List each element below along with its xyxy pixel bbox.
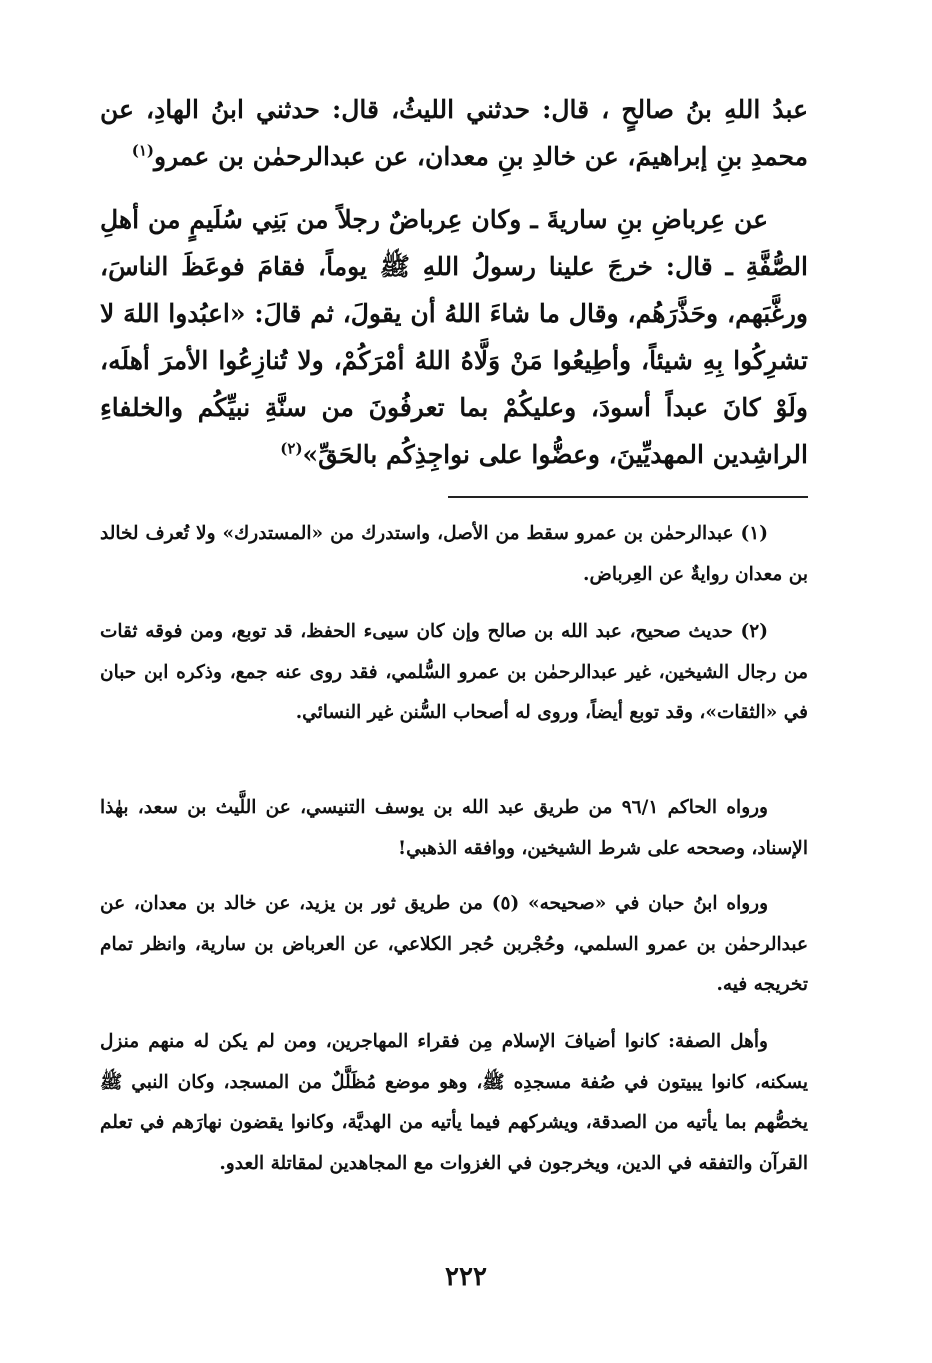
footnote-marker-1: (١) xyxy=(131,141,155,160)
footnote-2-ibn-hibban: ورواه ابنُ حبان في «صحيحه» (٥) من طريق ثور بن يزيد، عن خالد بن معدان، عن عبدالرحمٰن بن عمرو السلمي، وحُجْربن حُجر الكلاعي، عن العرباض بن سارية، وانظر تمام تخريجه فيه. xyxy=(100,893,808,995)
hadith-text: عن عِرباضِ بنِ ساريةَ ـ وكان عِرباضٌ رجلاً من بَنِي سُلَيمٍ من أهلِ الصُّفَّةِ ـ قال: خرجَ علينا رسولُ اللهِ ﷺ يوماً، فقامَ فوعَظَ الناسَ، ورغَّبَهم، وحَذَّرَهُم، وقال ما شاءَ اللهُ أن يقولَ، ثم قالَ: «اعبُدوا اللهَ لا تشرِكُوا بِهِ شيئاً، وأطِيعُوا مَنْ وَلَّاهُ اللهُ أمْرَكُمْ، ولا تُنازِعُوا الأمرَ أهلَه، ولَوْ كانَ عبداً أسودَ، وعليكُمْ بما تعرفُونَ من سنَّةِ نبيِّكُم والخلفاءِ الراشِدين المهديِّينَ، وعضُّوا على نواجِذِكُم بالحَقِّ» xyxy=(100,205,808,469)
footnote-2-ahl-al-suffa: وأهل الصفة: كانوا أضيافَ الإسلام مِن فقراء المهاجرين، ومن لم يكن له منهم منزل يسكنه، كانوا يبيتون في صُفة مسجدِه ﷺ، وهو موضع مُظَلَّلٌ من المسجد، وكان النبي ﷺ يخصُّهم بما يأتيه من الصدقة، ويشركهم فيما يأتيه من الهديَّة، وكانوا يقضون نهارَهم في تعلم القرآن والتفقه في الدين، ويخرجون في الغزوات مع المجاهدين لمقاتلة العدو. xyxy=(100,1031,808,1174)
footnote-2-hakim: ورواه الحاكم ٩٦/١ من طريق عبد الله بن يوسف التنيسي، عن اللَّيث بن سعد، بهٰذا الإسناد، وصححه على شرط الشيخين، ووافقه الذهبي! xyxy=(100,797,808,859)
footnote-1: (١) عبدالرحمٰن بن عمرو سقط من الأصل، واستدرك من «المستدرك» ولا تُعرف لخالد بن معدان روايةٌ عن العِرباض. xyxy=(100,523,808,585)
isnad-text: عبدُ اللهِ بنُ صالحٍ ، قال: حدثني الليثُ، قال: حدثني ابنُ الهادِ، عن محمدِ بنِ إبراهيمَ، عن خالدِ بنِ معدان، عن عبدالرحمٰن بن عمرو xyxy=(100,95,808,171)
footnote-2: (٢) حديث صحيح، عبد الله بن صالح وإن كان سيىء الحفظ، قد توبع، ومن فوقه ثقات من رجال الشيخين، غير عبدالرحمٰن بن عمرو السُّلمي، فقد روى عنه جمع، وذكره ابن حبان في «الثقات»، وقد توبع أيضاً، وروى له أصحاب السُّنن غير النسائي. xyxy=(100,621,808,723)
isnad-paragraph xyxy=(100,86,808,180)
footnote-marker-2: (٢) xyxy=(280,439,303,458)
page-number: ٢٢٢ xyxy=(445,1262,487,1292)
footnote-divider xyxy=(448,496,808,498)
hadith-paragraph xyxy=(100,196,808,478)
